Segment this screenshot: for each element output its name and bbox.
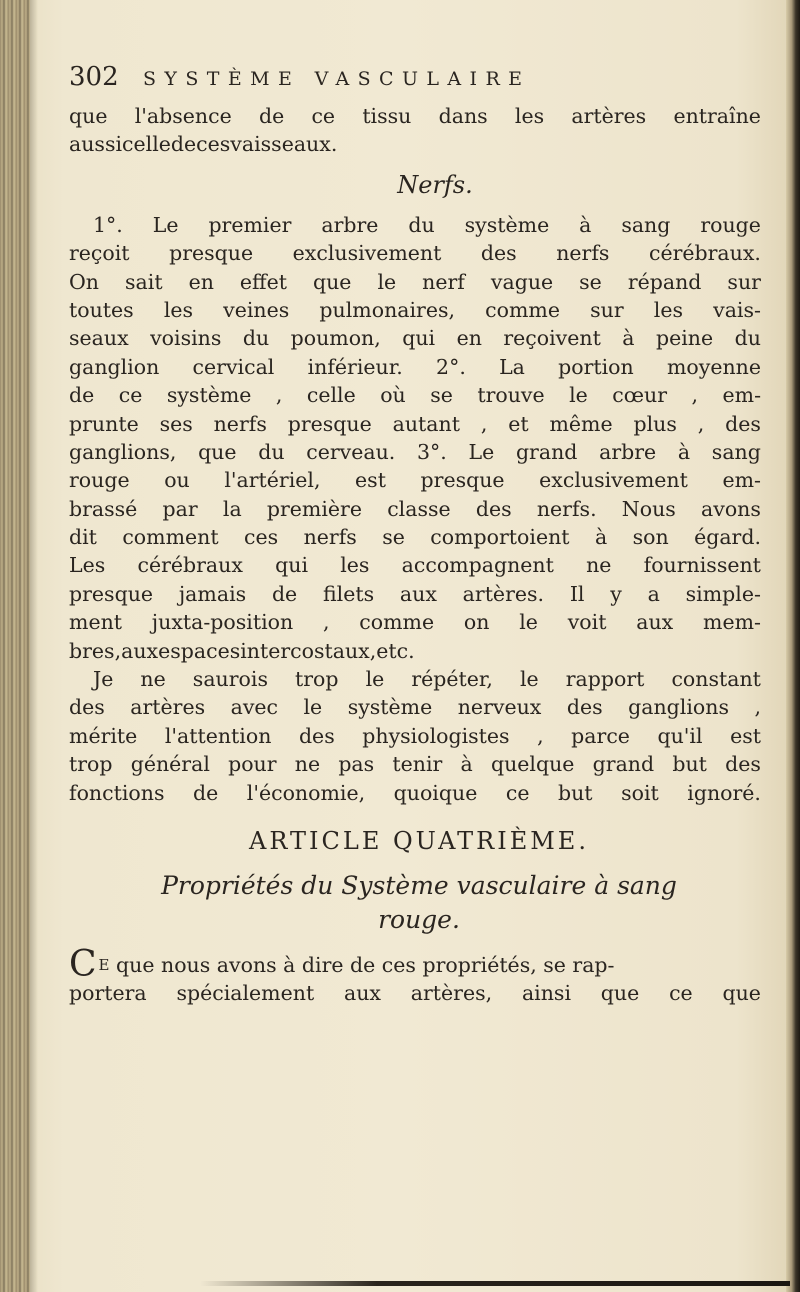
text-line: Je ne saurois trop le répéter, le rapport constant <box>93 667 761 692</box>
page-number: 302 <box>69 62 119 92</box>
text-line: Les cérébraux qui les accompagnent ne fournissent <box>69 553 761 578</box>
text-line: ganglions, que du cerveau. 3°. Le grand arbre à sang <box>69 439 761 464</box>
paragraph-2 <box>69 665 769 807</box>
text-line: brassé par la première classe des nerfs. Nous avons <box>69 496 761 521</box>
text-line: On sait en effet que le nerf vague se répand sur <box>69 269 761 294</box>
final-first-line <box>69 943 761 985</box>
text-line: reçoit presque exclusivement des nerfs cérébraux. <box>69 241 761 266</box>
page-content <box>69 62 769 1008</box>
page-bottom-shadow <box>200 1281 790 1286</box>
section-title: Nerfs. <box>397 170 473 199</box>
article-subtitle-line: rouge. <box>378 904 460 934</box>
article-subtitle-line: Propriétés du Système vasculaire à sang <box>161 870 677 900</box>
final-paragraph <box>69 979 769 1007</box>
text-line: prunte ses nerfs presque autant , et même plus , des <box>69 411 761 436</box>
nerfs-paragraph <box>69 211 769 665</box>
text-line: fonctions de l'économie, quoique ce but soit ignoré. <box>69 780 761 805</box>
text-line: ganglion cervical inférieur. 2°. La portion moyenne <box>69 354 761 379</box>
text-line: trop général pour ne pas tenir à quelque grand but des <box>69 752 761 777</box>
text-line: bres, aux espaces intercostaux , etc. <box>69 638 415 663</box>
drop-cap: C <box>69 943 97 985</box>
article-subtitle <box>69 869 769 937</box>
text-line: portera spécialement aux artères, ainsi que ce que <box>69 981 761 1006</box>
article-heading: ARTICLE QUATRIÈME. <box>249 826 589 855</box>
text-line: que l'absence de ce tissu dans les artères entraîne <box>69 104 761 128</box>
text-line: des artères avec le système nerveux des ganglions , <box>69 695 761 720</box>
text-line: de ce système , celle où se trouve le cœur , em- <box>69 383 761 408</box>
final-first-line-text: que nous avons à dire de ces propriétés, se rap- <box>109 952 615 977</box>
intro-paragraph <box>69 102 769 159</box>
text-line: 1°. Le premier arbre du système à sang rouge <box>93 212 761 237</box>
text-line: rouge ou l'artériel, est presque exclusivement em- <box>69 468 761 493</box>
book-binding <box>0 0 30 1292</box>
small-caps: E <box>98 955 110 974</box>
text-line: mérite l'attention des physiologistes , parce qu'il est <box>69 723 761 748</box>
text-line: toutes les veines pulmonaires, comme sur les vais- <box>69 297 761 322</box>
running-header <box>69 62 769 102</box>
text-line: ment juxta-position , comme on le voit aux mem- <box>69 610 761 635</box>
page-edge <box>786 0 800 1292</box>
text-line: dit comment ces nerfs se comportoient à son égard. <box>69 525 761 550</box>
text-line: seaux voisins du poumon, qui en reçoivent à peine du <box>69 326 761 351</box>
text-line: aussi celle de ces vaisseaux. <box>69 132 338 157</box>
text-line: presque jamais de filets aux artères. Il y a simple- <box>69 581 761 606</box>
running-title: SYSTÈME VASCULAIRE <box>143 68 531 90</box>
